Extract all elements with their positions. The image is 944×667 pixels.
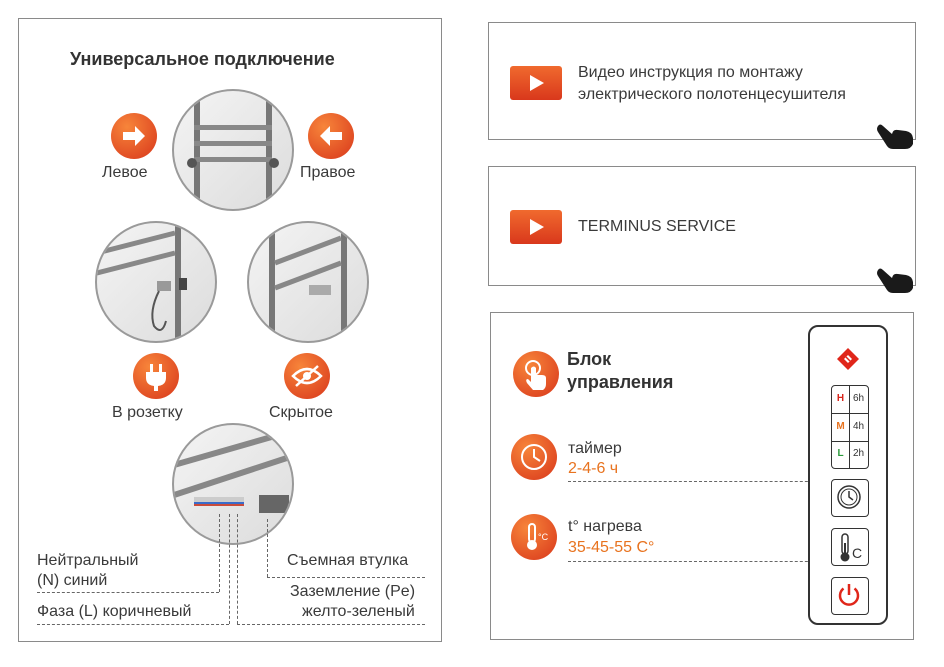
left-connection-label: Левое	[102, 164, 148, 181]
sleeve-leader-v	[267, 519, 268, 577]
mode-h-letter[interactable]: H	[836, 393, 845, 404]
clock-icon	[511, 434, 557, 480]
timer-button[interactable]	[831, 479, 869, 517]
socket-label: В розетку	[112, 404, 183, 421]
control-unit-panel	[490, 312, 914, 640]
play-icon[interactable]	[510, 210, 562, 244]
timer-leader	[568, 481, 828, 482]
arrow-right-icon	[111, 113, 157, 159]
power-button[interactable]	[831, 577, 869, 615]
control-title-1: Блок	[567, 349, 612, 369]
plug-icon	[133, 353, 179, 399]
clock-icon	[832, 480, 866, 514]
timer-label: таймер	[568, 440, 622, 457]
mode-m-letter[interactable]: M	[836, 421, 845, 432]
hidden-wiring-photo	[247, 221, 369, 343]
temperature-values: 35-45-55 С°	[568, 539, 655, 556]
temperature-button[interactable]	[831, 528, 869, 566]
wiring-photo	[172, 423, 294, 545]
video-instruction-card[interactable]	[488, 22, 916, 140]
mode-selector[interactable]	[831, 385, 869, 469]
sleeve-leader-h	[267, 577, 425, 578]
hidden-eye-icon	[284, 353, 330, 399]
right-connection-label: Правое	[300, 164, 356, 181]
svg-text:°C: °C	[538, 532, 549, 542]
video-card-line1: Видео инструкция по монтажу	[578, 64, 803, 81]
pointing-hand-icon	[876, 266, 916, 294]
socket-photo	[95, 221, 217, 343]
phase-label: Фаза (L) коричневый	[37, 603, 192, 620]
neutral-label-1: Нейтральный	[37, 552, 139, 569]
brand-logo-icon	[836, 347, 860, 371]
ground-leader-v	[237, 514, 238, 624]
connection-title: Универсальное подключение	[70, 49, 335, 69]
grid-divider	[832, 413, 868, 414]
video-card-line2: электрического полотенцесушителя	[578, 86, 846, 103]
temp-unit: C	[852, 545, 863, 561]
control-title-2: управления	[567, 372, 674, 392]
sleeve-label: Съемная втулка	[287, 552, 409, 569]
mode-m-hours[interactable]: 4h	[852, 421, 865, 432]
hidden-label: Скрытое	[269, 404, 333, 421]
ground-label-2: желто-зеленый	[302, 603, 415, 620]
arrow-left-icon	[308, 113, 354, 159]
touch-icon	[513, 351, 559, 397]
thermometer-icon	[838, 533, 852, 563]
phase-leader-v	[229, 514, 230, 624]
ground-leader-h	[237, 624, 425, 625]
timer-values: 2-4-6 ч	[568, 460, 619, 477]
phase-leader-h	[37, 624, 229, 625]
temp-leader	[568, 561, 828, 562]
grid-divider	[832, 441, 868, 442]
mode-l-hours[interactable]: 2h	[852, 448, 865, 459]
service-card-label[interactable]: TERMINUS SERVICE	[578, 218, 736, 235]
neutral-label-2: (N) синий	[37, 572, 108, 589]
neutral-leader-h	[37, 592, 219, 593]
thermometer-icon	[511, 514, 557, 560]
terminus-service-card[interactable]	[488, 166, 916, 286]
pointing-hand-icon	[876, 122, 916, 150]
connection-panel	[18, 18, 442, 642]
temperature-label: t° нагрева	[568, 518, 642, 535]
rail-photo-top	[172, 89, 294, 211]
ground-label-1: Заземление (Pe)	[290, 583, 416, 600]
neutral-leader-v	[219, 514, 220, 592]
mode-l-letter[interactable]: L	[837, 448, 844, 459]
control-remote	[808, 325, 888, 625]
mode-h-hours[interactable]: 6h	[852, 393, 865, 404]
play-icon[interactable]	[510, 66, 562, 100]
power-icon	[832, 578, 866, 612]
video-card-text[interactable]	[578, 62, 846, 106]
